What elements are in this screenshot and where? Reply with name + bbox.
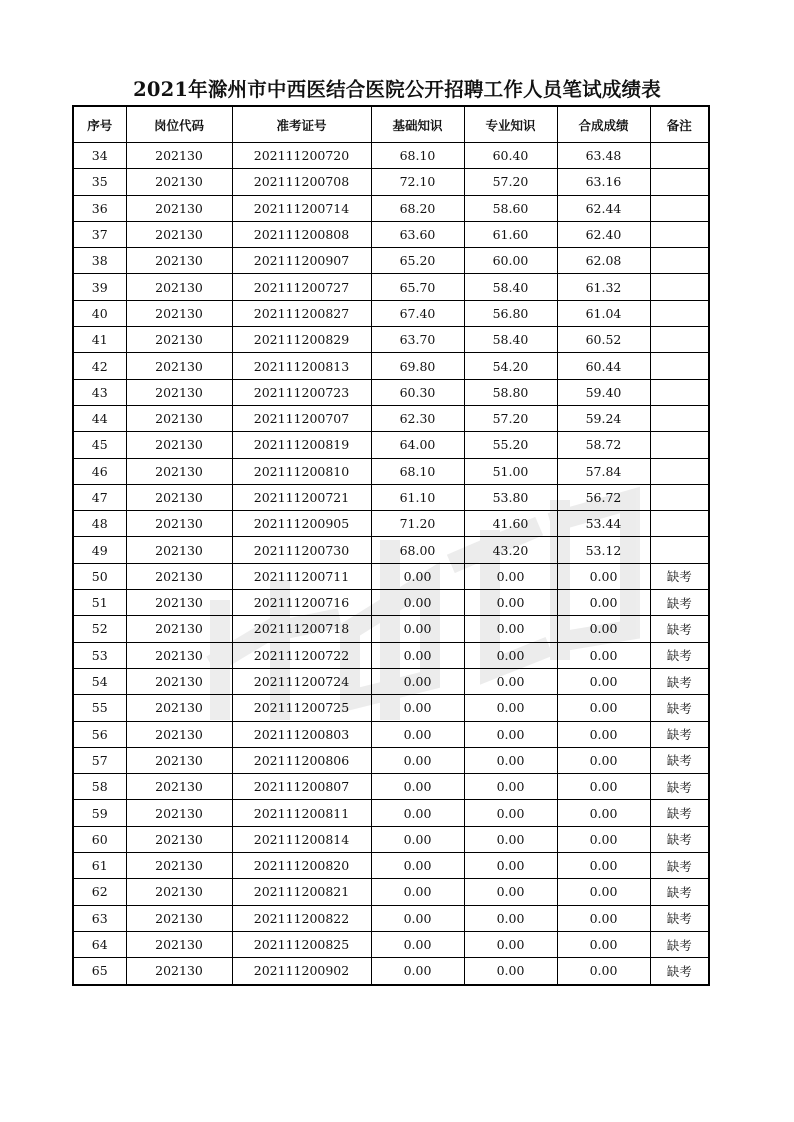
table-row: [73, 616, 709, 642]
cell-serial: 59: [73, 800, 126, 826]
cell-remarks: 缺考: [650, 642, 709, 668]
cell-basic-score: 65.70: [371, 274, 464, 300]
cell-post-code: 202130: [126, 169, 232, 195]
cell-post-code: 202130: [126, 931, 232, 957]
cell-post-code: 202130: [126, 774, 232, 800]
table-row: [73, 800, 709, 826]
cell-serial: 35: [73, 169, 126, 195]
cell-post-code: 202130: [126, 853, 232, 879]
cell-serial: 53: [73, 642, 126, 668]
cell-post-code: 202130: [126, 879, 232, 905]
cell-serial: 52: [73, 616, 126, 642]
cell-basic-score: 0.00: [371, 695, 464, 721]
table-row: [73, 195, 709, 221]
cell-serial: 50: [73, 563, 126, 589]
cell-ticket-number: 202111200814: [232, 826, 371, 852]
cell-serial: 64: [73, 931, 126, 957]
table-row: [73, 379, 709, 405]
cell-remarks: 缺考: [650, 774, 709, 800]
table-row: [73, 642, 709, 668]
table-row: [73, 695, 709, 721]
table-row: [73, 300, 709, 326]
cell-post-code: 202130: [126, 958, 232, 985]
cell-professional-score: 0.00: [464, 931, 557, 957]
cell-combined-score: 62.44: [557, 195, 650, 221]
table-row: [73, 537, 709, 563]
cell-combined-score: 58.72: [557, 432, 650, 458]
cell-post-code: 202130: [126, 300, 232, 326]
cell-combined-score: 53.44: [557, 511, 650, 537]
cell-combined-score: 0.00: [557, 642, 650, 668]
cell-professional-score: 56.80: [464, 300, 557, 326]
cell-combined-score: 61.04: [557, 300, 650, 326]
cell-professional-score: 57.20: [464, 405, 557, 431]
cell-remarks: 缺考: [650, 958, 709, 985]
cell-basic-score: 72.10: [371, 169, 464, 195]
cell-combined-score: 59.40: [557, 379, 650, 405]
cell-ticket-number: 202111200724: [232, 668, 371, 694]
table-row: [73, 143, 709, 169]
cell-ticket-number: 202111200720: [232, 143, 371, 169]
col-header-post-code: 岗位代码: [126, 106, 232, 143]
cell-combined-score: 0.00: [557, 721, 650, 747]
cell-basic-score: 0.00: [371, 747, 464, 773]
col-header-serial: 序号: [73, 106, 126, 143]
cell-remarks: 缺考: [650, 616, 709, 642]
cell-combined-score: 0.00: [557, 668, 650, 694]
cell-serial: 36: [73, 195, 126, 221]
cell-serial: 39: [73, 274, 126, 300]
table-row: [73, 327, 709, 353]
cell-remarks: 缺考: [650, 826, 709, 852]
cell-ticket-number: 202111200714: [232, 195, 371, 221]
cell-post-code: 202130: [126, 511, 232, 537]
table-row: [73, 879, 709, 905]
cell-professional-score: 0.00: [464, 616, 557, 642]
cell-serial: 48: [73, 511, 126, 537]
cell-professional-score: 41.60: [464, 511, 557, 537]
table-row: [73, 248, 709, 274]
cell-combined-score: 57.84: [557, 458, 650, 484]
table-row: [73, 274, 709, 300]
cell-basic-score: 71.20: [371, 511, 464, 537]
cell-remarks: [650, 300, 709, 326]
cell-basic-score: 0.00: [371, 958, 464, 985]
table-row: [73, 458, 709, 484]
cell-professional-score: 60.40: [464, 143, 557, 169]
cell-post-code: 202130: [126, 195, 232, 221]
cell-professional-score: 0.00: [464, 958, 557, 985]
cell-combined-score: 0.00: [557, 747, 650, 773]
table-row: [73, 853, 709, 879]
cell-professional-score: 51.00: [464, 458, 557, 484]
cell-basic-score: 0.00: [371, 668, 464, 694]
cell-ticket-number: 202111200707: [232, 405, 371, 431]
cell-ticket-number: 202111200819: [232, 432, 371, 458]
table-row: [73, 747, 709, 773]
table-row: [73, 958, 709, 985]
cell-professional-score: 54.20: [464, 353, 557, 379]
header-row: [73, 106, 709, 143]
cell-professional-score: 0.00: [464, 879, 557, 905]
cell-ticket-number: 202111200708: [232, 169, 371, 195]
cell-basic-score: 68.20: [371, 195, 464, 221]
cell-serial: 54: [73, 668, 126, 694]
cell-combined-score: 53.12: [557, 537, 650, 563]
col-header-combined-score: 合成成绩: [557, 106, 650, 143]
table-body: [73, 143, 709, 985]
cell-serial: 62: [73, 879, 126, 905]
cell-ticket-number: 202111200813: [232, 353, 371, 379]
cell-remarks: 缺考: [650, 800, 709, 826]
cell-basic-score: 60.30: [371, 379, 464, 405]
cell-ticket-number: 202111200808: [232, 221, 371, 247]
cell-serial: 58: [73, 774, 126, 800]
cell-ticket-number: 202111200807: [232, 774, 371, 800]
cell-basic-score: 0.00: [371, 931, 464, 957]
cell-basic-score: 65.20: [371, 248, 464, 274]
cell-combined-score: 62.40: [557, 221, 650, 247]
cell-serial: 40: [73, 300, 126, 326]
cell-post-code: 202130: [126, 616, 232, 642]
cell-basic-score: 0.00: [371, 642, 464, 668]
cell-professional-score: 58.40: [464, 327, 557, 353]
table-row: [73, 826, 709, 852]
cell-professional-score: 0.00: [464, 826, 557, 852]
cell-basic-score: 68.10: [371, 143, 464, 169]
cell-ticket-number: 202111200722: [232, 642, 371, 668]
table-row: [73, 931, 709, 957]
cell-remarks: 缺考: [650, 668, 709, 694]
table-row: [73, 353, 709, 379]
cell-combined-score: 0.00: [557, 774, 650, 800]
cell-remarks: 缺考: [650, 747, 709, 773]
cell-serial: 43: [73, 379, 126, 405]
cell-remarks: [650, 195, 709, 221]
cell-basic-score: 61.10: [371, 484, 464, 510]
cell-post-code: 202130: [126, 432, 232, 458]
cell-basic-score: 0.00: [371, 774, 464, 800]
cell-serial: 44: [73, 405, 126, 431]
cell-professional-score: 60.00: [464, 248, 557, 274]
cell-professional-score: 43.20: [464, 537, 557, 563]
cell-ticket-number: 202111200821: [232, 879, 371, 905]
cell-serial: 37: [73, 221, 126, 247]
cell-remarks: [650, 484, 709, 510]
cell-ticket-number: 202111200825: [232, 931, 371, 957]
cell-basic-score: 68.10: [371, 458, 464, 484]
cell-remarks: [650, 143, 709, 169]
cell-combined-score: 0.00: [557, 695, 650, 721]
cell-professional-score: 61.60: [464, 221, 557, 247]
cell-ticket-number: 202111200806: [232, 747, 371, 773]
cell-ticket-number: 202111200820: [232, 853, 371, 879]
cell-serial: 60: [73, 826, 126, 852]
cell-remarks: [650, 274, 709, 300]
cell-basic-score: 67.40: [371, 300, 464, 326]
cell-post-code: 202130: [126, 905, 232, 931]
cell-serial: 46: [73, 458, 126, 484]
cell-post-code: 202130: [126, 143, 232, 169]
cell-ticket-number: 202111200811: [232, 800, 371, 826]
cell-post-code: 202130: [126, 590, 232, 616]
cell-basic-score: 0.00: [371, 879, 464, 905]
cell-post-code: 202130: [126, 695, 232, 721]
cell-ticket-number: 202111200827: [232, 300, 371, 326]
cell-basic-score: 0.00: [371, 826, 464, 852]
cell-basic-score: 0.00: [371, 905, 464, 931]
cell-professional-score: 0.00: [464, 800, 557, 826]
cell-professional-score: 58.60: [464, 195, 557, 221]
table-row: [73, 721, 709, 747]
cell-basic-score: 69.80: [371, 353, 464, 379]
cell-basic-score: 0.00: [371, 721, 464, 747]
table-row: [73, 484, 709, 510]
cell-remarks: [650, 379, 709, 405]
table-row: [73, 169, 709, 195]
col-header-basic-knowledge: 基础知识: [371, 106, 464, 143]
cell-ticket-number: 202111200711: [232, 563, 371, 589]
table-row: [73, 432, 709, 458]
cell-serial: 61: [73, 853, 126, 879]
cell-combined-score: 0.00: [557, 853, 650, 879]
cell-post-code: 202130: [126, 668, 232, 694]
cell-remarks: [650, 405, 709, 431]
cell-professional-score: 0.00: [464, 721, 557, 747]
cell-professional-score: 0.00: [464, 590, 557, 616]
cell-post-code: 202130: [126, 248, 232, 274]
cell-combined-score: 62.08: [557, 248, 650, 274]
cell-basic-score: 0.00: [371, 853, 464, 879]
cell-serial: 34: [73, 143, 126, 169]
cell-post-code: 202130: [126, 800, 232, 826]
cell-serial: 42: [73, 353, 126, 379]
cell-basic-score: 0.00: [371, 616, 464, 642]
cell-combined-score: 0.00: [557, 563, 650, 589]
cell-professional-score: 0.00: [464, 668, 557, 694]
cell-ticket-number: 202111200730: [232, 537, 371, 563]
cell-serial: 47: [73, 484, 126, 510]
cell-combined-score: 0.00: [557, 879, 650, 905]
cell-post-code: 202130: [126, 379, 232, 405]
cell-combined-score: 56.72: [557, 484, 650, 510]
cell-combined-score: 0.00: [557, 958, 650, 985]
cell-remarks: 缺考: [650, 853, 709, 879]
cell-professional-score: 58.40: [464, 274, 557, 300]
cell-combined-score: 0.00: [557, 905, 650, 931]
col-header-ticket-number: 准考证号: [232, 106, 371, 143]
cell-ticket-number: 202111200810: [232, 458, 371, 484]
cell-ticket-number: 202111200907: [232, 248, 371, 274]
cell-serial: 51: [73, 590, 126, 616]
cell-ticket-number: 202111200829: [232, 327, 371, 353]
cell-basic-score: 0.00: [371, 800, 464, 826]
cell-professional-score: 57.20: [464, 169, 557, 195]
cell-basic-score: 68.00: [371, 537, 464, 563]
cell-ticket-number: 202111200727: [232, 274, 371, 300]
cell-post-code: 202130: [126, 458, 232, 484]
cell-ticket-number: 202111200716: [232, 590, 371, 616]
cell-post-code: 202130: [126, 563, 232, 589]
cell-ticket-number: 202111200721: [232, 484, 371, 510]
cell-combined-score: 60.44: [557, 353, 650, 379]
cell-ticket-number: 202111200803: [232, 721, 371, 747]
score-table: [72, 105, 710, 986]
cell-remarks: 缺考: [650, 931, 709, 957]
cell-remarks: [650, 458, 709, 484]
cell-professional-score: 0.00: [464, 853, 557, 879]
cell-combined-score: 0.00: [557, 826, 650, 852]
cell-combined-score: 0.00: [557, 616, 650, 642]
cell-basic-score: 63.60: [371, 221, 464, 247]
cell-remarks: [650, 221, 709, 247]
table-row: [73, 590, 709, 616]
cell-post-code: 202130: [126, 721, 232, 747]
cell-ticket-number: 202111200905: [232, 511, 371, 537]
cell-ticket-number: 202111200725: [232, 695, 371, 721]
cell-remarks: 缺考: [650, 590, 709, 616]
cell-combined-score: 63.48: [557, 143, 650, 169]
cell-post-code: 202130: [126, 826, 232, 852]
cell-remarks: [650, 537, 709, 563]
cell-professional-score: 0.00: [464, 695, 557, 721]
cell-combined-score: 0.00: [557, 931, 650, 957]
cell-serial: 63: [73, 905, 126, 931]
cell-serial: 38: [73, 248, 126, 274]
table-row: [73, 563, 709, 589]
cell-basic-score: 63.70: [371, 327, 464, 353]
cell-post-code: 202130: [126, 405, 232, 431]
cell-post-code: 202130: [126, 327, 232, 353]
cell-ticket-number: 202111200902: [232, 958, 371, 985]
cell-post-code: 202130: [126, 353, 232, 379]
cell-serial: 55: [73, 695, 126, 721]
col-header-professional-knowledge: 专业知识: [464, 106, 557, 143]
cell-post-code: 202130: [126, 221, 232, 247]
page-title: 2021年滁州市中西医结合医院公开招聘工作人员笔试成绩表: [133, 78, 661, 101]
cell-combined-score: 61.32: [557, 274, 650, 300]
cell-basic-score: 64.00: [371, 432, 464, 458]
cell-professional-score: 0.00: [464, 642, 557, 668]
cell-professional-score: 0.00: [464, 905, 557, 931]
cell-ticket-number: 202111200723: [232, 379, 371, 405]
cell-combined-score: 63.16: [557, 169, 650, 195]
cell-professional-score: 55.20: [464, 432, 557, 458]
cell-professional-score: 53.80: [464, 484, 557, 510]
cell-remarks: 缺考: [650, 905, 709, 931]
cell-remarks: 缺考: [650, 721, 709, 747]
cell-serial: 41: [73, 327, 126, 353]
cell-serial: 49: [73, 537, 126, 563]
cell-remarks: [650, 248, 709, 274]
cell-remarks: [650, 169, 709, 195]
table-row: [73, 511, 709, 537]
cell-ticket-number: 202111200822: [232, 905, 371, 931]
table-row: [73, 774, 709, 800]
cell-basic-score: 0.00: [371, 563, 464, 589]
col-header-remarks: 备注: [650, 106, 709, 143]
cell-post-code: 202130: [126, 747, 232, 773]
cell-professional-score: 0.00: [464, 747, 557, 773]
cell-ticket-number: 202111200718: [232, 616, 371, 642]
cell-professional-score: 0.00: [464, 774, 557, 800]
cell-remarks: [650, 432, 709, 458]
cell-remarks: 缺考: [650, 695, 709, 721]
cell-professional-score: 0.00: [464, 563, 557, 589]
cell-post-code: 202130: [126, 642, 232, 668]
cell-professional-score: 58.80: [464, 379, 557, 405]
cell-combined-score: 0.00: [557, 590, 650, 616]
cell-remarks: [650, 511, 709, 537]
cell-combined-score: 0.00: [557, 800, 650, 826]
cell-combined-score: 60.52: [557, 327, 650, 353]
cell-serial: 65: [73, 958, 126, 985]
cell-remarks: [650, 353, 709, 379]
table-row: [73, 405, 709, 431]
cell-serial: 56: [73, 721, 126, 747]
cell-remarks: 缺考: [650, 563, 709, 589]
cell-post-code: 202130: [126, 537, 232, 563]
cell-post-code: 202130: [126, 484, 232, 510]
cell-post-code: 202130: [126, 274, 232, 300]
table-row: [73, 905, 709, 931]
table-row: [73, 668, 709, 694]
cell-remarks: [650, 327, 709, 353]
cell-serial: 57: [73, 747, 126, 773]
cell-basic-score: 0.00: [371, 590, 464, 616]
cell-combined-score: 59.24: [557, 405, 650, 431]
table-row: [73, 221, 709, 247]
cell-remarks: 缺考: [650, 879, 709, 905]
cell-basic-score: 62.30: [371, 405, 464, 431]
cell-serial: 45: [73, 432, 126, 458]
